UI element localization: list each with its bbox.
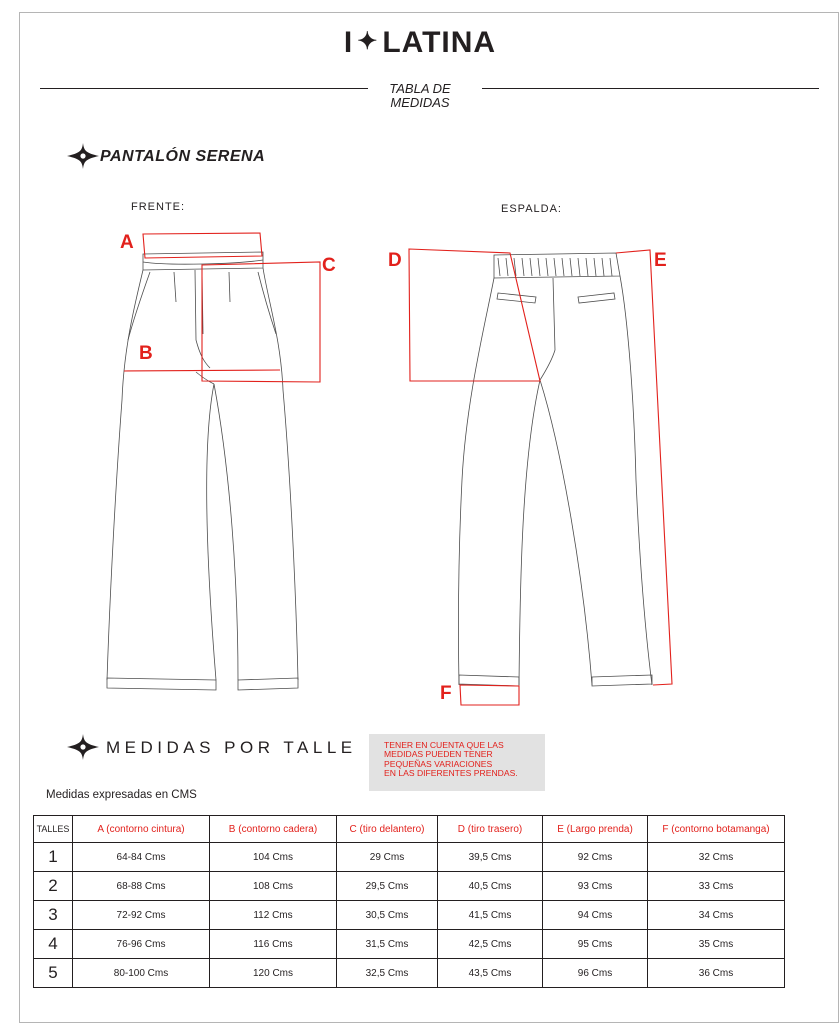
table-cell: 94 Cms (543, 901, 648, 930)
marker-d: D (388, 250, 402, 271)
table-cell: 68-88 Cms (73, 872, 210, 901)
table-cell: 41,5 Cms (438, 901, 543, 930)
brand-right: LATINA (382, 26, 497, 59)
table-cell: 40,5 Cms (438, 872, 543, 901)
guide-a (143, 233, 262, 258)
talle-cell: 1 (34, 843, 73, 872)
table-cell: 96 Cms (543, 959, 648, 988)
variation-note: TENER EN CUENTA QUE LAS MEDIDAS PUEDEN TENER PEQUEÑAS VARIACIONES EN LAS DIFERENTES PRENDAS. (369, 734, 545, 791)
table-cell: 120 Cms (210, 959, 337, 988)
units-label: Medidas expresadas en CMS (46, 789, 197, 801)
table-cell: 29,5 Cms (337, 872, 438, 901)
table-row (34, 901, 785, 930)
sizes-section-title: MEDIDAS POR TALLE (106, 738, 357, 757)
table-cell: 80-100 Cms (73, 959, 210, 988)
table-cell: 64-84 Cms (73, 843, 210, 872)
table-cell: 112 Cms (210, 901, 337, 930)
table-cell: 30,5 Cms (337, 901, 438, 930)
back-view-drawing (458, 253, 652, 686)
product-name: PANTALÓN SERENA (100, 148, 266, 165)
measurement-guides (124, 233, 672, 705)
table-cell: 76-96 Cms (73, 930, 210, 959)
table-cell: 93 Cms (543, 872, 648, 901)
marker-a: A (120, 232, 134, 253)
marker-b: B (139, 343, 153, 364)
guide-e (616, 250, 672, 685)
table-row (34, 930, 785, 959)
column-header: D (tiro trasero) (438, 816, 543, 843)
table-cell: 32 Cms (648, 843, 785, 872)
table-cell: 34 Cms (648, 901, 785, 930)
front-label: FRENTE: (131, 201, 186, 213)
table-cell: 72-92 Cms (73, 901, 210, 930)
size-table (33, 815, 785, 988)
brand-left: I (343, 26, 354, 59)
talle-cell: 4 (34, 930, 73, 959)
guide-d (409, 249, 540, 381)
table-cell: 33 Cms (648, 872, 785, 901)
table-cell: 32,5 Cms (337, 959, 438, 988)
table-cell: 42,5 Cms (438, 930, 543, 959)
column-header: F (contorno botamanga) (648, 816, 785, 843)
guide-f (460, 685, 519, 705)
table-cell: 36 Cms (648, 959, 785, 988)
table-cell: 108 Cms (210, 872, 337, 901)
sizes-star-icon (66, 733, 100, 761)
talle-cell: 3 (34, 901, 73, 930)
table-cell: 95 Cms (543, 930, 648, 959)
table-row (34, 843, 785, 872)
back-label: ESPALDA: (501, 203, 562, 215)
marker-f: F (440, 683, 452, 704)
column-header: A (contorno cintura) (73, 816, 210, 843)
column-header: TALLES (34, 816, 73, 843)
table-row (34, 959, 785, 988)
guide-c (202, 262, 320, 382)
table-cell: 92 Cms (543, 843, 648, 872)
table-cell: 35 Cms (648, 930, 785, 959)
table-cell: 116 Cms (210, 930, 337, 959)
table-cell: 29 Cms (337, 843, 438, 872)
marker-e: E (654, 250, 667, 271)
table-cell: 31,5 Cms (337, 930, 438, 959)
column-header: E (Largo prenda) (543, 816, 648, 843)
column-header: C (tiro delantero) (337, 816, 438, 843)
table-cell: 43,5 Cms (438, 959, 543, 988)
table-row (34, 872, 785, 901)
table-header-row (34, 816, 785, 843)
marker-c: C (322, 255, 336, 276)
column-header: B (contorno cadera) (210, 816, 337, 843)
talle-cell: 2 (34, 872, 73, 901)
star-icon: ✦ (357, 28, 379, 55)
table-cell: 39,5 Cms (438, 843, 543, 872)
section-subtitle: TABLA DE MEDIDAS (389, 81, 451, 110)
talle-cell: 5 (34, 959, 73, 988)
table-cell: 104 Cms (210, 843, 337, 872)
